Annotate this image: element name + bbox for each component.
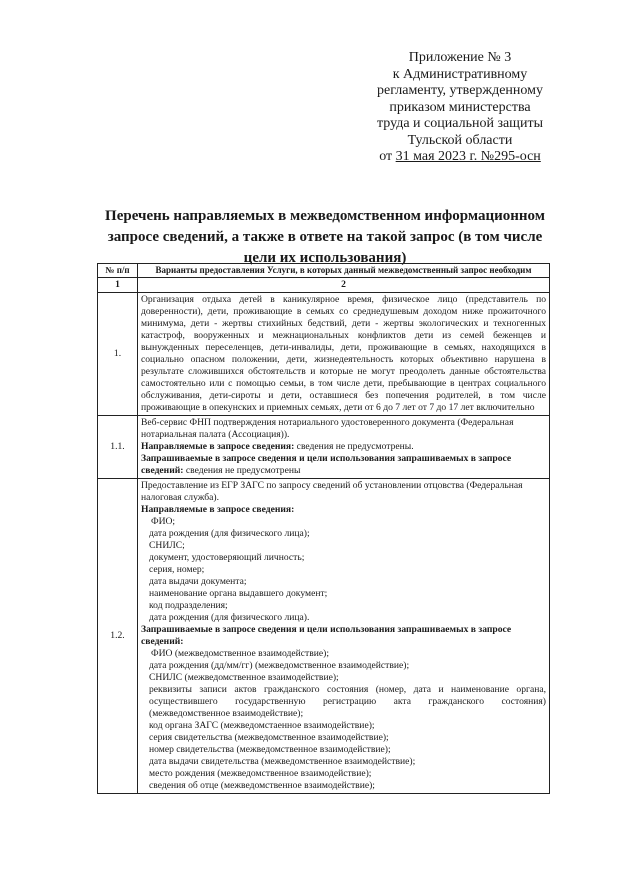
requested-item: серия свидетельства (межведомственное взаимодействие);	[149, 732, 389, 743]
row-number: 1.2.	[98, 479, 138, 794]
requested-item: ФИО (межведомственное взаимодействие);	[151, 648, 329, 659]
requests-table	[97, 263, 550, 794]
appendix-block	[360, 50, 560, 166]
row-number: 1.	[98, 293, 138, 416]
sent-item: наименование органа выдавшего документ;	[149, 588, 328, 599]
requested-item: СНИЛС (межведомственное взаимодействие);	[149, 672, 339, 683]
sent-item: дата выдачи документа;	[149, 576, 247, 587]
row-number: 1.1.	[98, 416, 138, 479]
index-cell-2: 2	[138, 278, 550, 293]
sent-item: дата рождения (для физического лица).	[149, 612, 310, 623]
appendix-line: Приложение № 3	[408, 50, 512, 65]
appendix-date-line	[360, 149, 560, 166]
table-index-row	[98, 278, 550, 293]
appendix-line: труда и социальной защиты	[377, 116, 543, 131]
sent-info	[141, 441, 546, 453]
appendix-line: приказом министерства	[389, 99, 531, 115]
sent-item: СНИЛС;	[149, 540, 185, 551]
appendix-line: к Административному	[392, 66, 528, 82]
header-num: № п/п	[98, 264, 138, 278]
table-header-row	[98, 264, 550, 278]
sent-item: серия, номер;	[149, 564, 205, 575]
appendix-line: регламенту, утвержденному	[377, 83, 543, 98]
document-title: Перечень направляемых в межведомственном информационном запросе сведений, а также в ответе на такой запрос (в том числе цели их использования)	[105, 208, 545, 266]
row-content	[138, 479, 550, 794]
requested-item: реквизиты записи актов гражданского состояния (номер, дата и наименование органа, осуществившего государственную регистрацию акта гражданского состояния) (межведомственное взаимодействие);	[149, 684, 546, 719]
appendix-date-value: 31 мая 2023 г. №295-осн	[395, 149, 541, 164]
index-cell-1: 1	[98, 278, 138, 293]
sent-item: код подразделения;	[149, 600, 228, 611]
requested-label: Запрашиваемые в запросе сведения и цели использования запрашиваемых в запросе сведений:	[141, 624, 512, 647]
requested-label: Запрашиваемые в запросе сведения и цели использования запрашиваемых в запросе сведений:	[141, 453, 512, 476]
requested-item: дата выдачи свидетельства (межведомственное взаимодействие);	[149, 756, 416, 767]
requested-item: место рождения (межведомственное взаимодействие);	[149, 768, 372, 779]
requested-item: дата рождения (дд/мм/гг) (межведомственное взаимодействие);	[149, 660, 410, 671]
service-name: Предоставление из ЕГР ЗАГС по запросу сведений об установлении отцовства (Федеральная налоговая служба).	[141, 480, 523, 503]
sent-item: дата рождения (для физического лица);	[149, 528, 310, 539]
appendix-date-prefix: от	[379, 149, 396, 164]
sent-item: документ, удостоверяющий личность;	[149, 552, 305, 563]
row-content	[138, 416, 550, 479]
service-name: Веб-сервис ФНП подтверждения нотариального удостоверенного документа (Федеральная нотариальная палата (Ассоциация)).	[141, 417, 514, 440]
header-variants: Варианты предоставления Услуги, в которых данный межведомственный запрос необходим	[138, 264, 550, 278]
appendix-line: Тульской области	[407, 132, 513, 148]
requested-item: код органа ЗАГС (межведомстаенное взаимодействие);	[149, 720, 375, 731]
requested-item: сведения об отце (межведомственное взаимодействие);	[149, 780, 375, 791]
row-text: Организация отдыха детей в каникулярное время, физическое лицо (представитель по доверенности), дети, проживающие в семьях со среднедушевым доходом ниже прожиточного минимума, дети - жертвы стихийных бедствий, дети - жертвы экологических и техногенных катастроф, вооруженных и межнациональных конфликтов дети из семей беженцев и вынужденных переселенцев, дети-инвалиды, дети, проживающие в семьях, находящихся в социально опасном положении, дети, жизнедеятельность которых объективно нарушена в результате сложившихся обстоятельств и которые не могут преодолеть данные обстоятельства самостоятельно или с помощью семьи, в том числе дети, пребывающие в центрах социального обслуживания, дети-сироты и дети, оставшиеся без попечения родителей, в том числе проживающие в опекунских и приемных семьях, дети от 6 до 7 лет от 7 до 17 лет включительно	[138, 293, 550, 416]
requested-info	[141, 453, 546, 477]
table-row	[98, 479, 550, 794]
sent-item: ФИО;	[151, 516, 176, 527]
sent-label: Направляемые в запросе сведения:	[141, 504, 295, 515]
table-row	[98, 416, 550, 479]
sent-label: Направляемые в запросе сведения:	[141, 441, 295, 452]
sent-value: сведения не предусмотрены.	[294, 441, 414, 452]
table-row	[98, 293, 550, 416]
requested-value: сведения не предусмотрены	[183, 465, 301, 476]
requested-item: номер свидетельства (межведомственное взаимодействие);	[149, 744, 391, 755]
